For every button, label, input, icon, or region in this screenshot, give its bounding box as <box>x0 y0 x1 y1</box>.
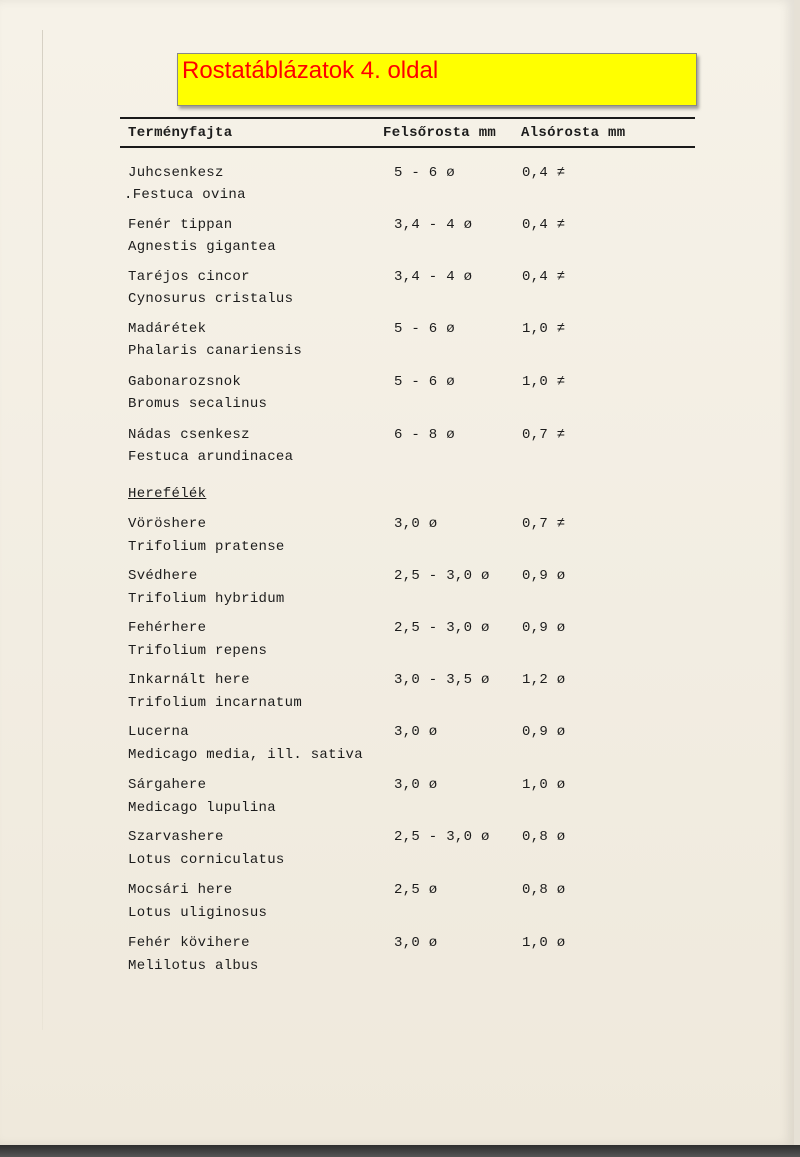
crop-latin-name: Medicago media, ill. sativa <box>128 747 363 763</box>
upper-sieve-value: 2,5 - 3,0 ø <box>394 620 490 636</box>
upper-sieve-value: 3,4 - 4 ø <box>394 269 473 285</box>
upper-sieve-value: 2,5 - 3,0 ø <box>394 568 490 584</box>
crop-latin-name: Trifolium incarnatum <box>128 695 303 711</box>
scan-bottom-edge <box>0 1145 800 1157</box>
crop-name: Sárgahere <box>128 777 207 793</box>
lower-sieve-value: 1,0 ø <box>522 935 566 951</box>
crop-latin-name: Trifolium pratense <box>128 539 285 555</box>
lower-sieve-value: 0,4 ≠ <box>522 165 566 181</box>
upper-sieve-value: 5 - 6 ø <box>394 374 455 390</box>
lower-sieve-value: 0,8 ø <box>522 882 566 898</box>
header-top-rule <box>120 117 695 119</box>
title-banner <box>177 53 697 106</box>
upper-sieve-value: 2,5 - 3,0 ø <box>394 829 490 845</box>
section-heading-clovers: Herefélék <box>128 486 207 502</box>
page-title: Rostatáblázatok 4. oldal <box>182 57 439 84</box>
upper-sieve-value: 3,0 - 3,5 ø <box>394 672 490 688</box>
crop-latin-name: Lotus corniculatus <box>128 852 285 868</box>
lower-sieve-value: 1,0 ≠ <box>522 321 566 337</box>
lower-sieve-value: 1,0 ≠ <box>522 374 566 390</box>
column-header-upper-sieve: Felsőrosta mm <box>383 125 497 141</box>
crop-name: Svédhere <box>128 568 198 584</box>
upper-sieve-value: 5 - 6 ø <box>394 165 455 181</box>
crop-name: Fenér tippan <box>128 217 233 233</box>
crop-latin-name: .Festuca ovina <box>124 187 246 203</box>
crop-name: Mocsári here <box>128 882 233 898</box>
crop-name: Szarvashere <box>128 829 224 845</box>
lower-sieve-value: 0,8 ø <box>522 829 566 845</box>
crop-name: Juhcsenkesz <box>128 165 224 181</box>
upper-sieve-value: 3,0 ø <box>394 516 438 532</box>
crop-name: Inkarnált here <box>128 672 250 688</box>
upper-sieve-value: 2,5 ø <box>394 882 438 898</box>
upper-sieve-value: 5 - 6 ø <box>394 321 455 337</box>
crop-latin-name: Trifolium hybridum <box>128 591 285 607</box>
lower-sieve-value: 0,9 ø <box>522 620 566 636</box>
paper-fold-line <box>42 30 43 1030</box>
header-bottom-rule <box>120 146 695 148</box>
crop-name: Madárétek <box>128 321 207 337</box>
upper-sieve-value: 3,0 ø <box>394 724 438 740</box>
crop-name: Lucerna <box>128 724 189 740</box>
crop-latin-name: Medicago lupulina <box>128 800 276 816</box>
crop-name: Fehér kövihere <box>128 935 250 951</box>
crop-latin-name: Bromus secalinus <box>128 396 268 412</box>
crop-latin-name: Festuca arundinacea <box>128 449 294 465</box>
lower-sieve-value: 0,9 ø <box>522 724 566 740</box>
upper-sieve-value: 3,0 ø <box>394 777 438 793</box>
upper-sieve-value: 3,4 - 4 ø <box>394 217 473 233</box>
crop-latin-name: Lotus uliginosus <box>128 905 268 921</box>
lower-sieve-value: 0,9 ø <box>522 568 566 584</box>
crop-latin-name: Agnestis gigantea <box>128 239 276 255</box>
crop-name: Taréjos cincor <box>128 269 250 285</box>
page-right-edge <box>794 0 800 1145</box>
crop-latin-name: Phalaris canariensis <box>128 343 303 359</box>
lower-sieve-value: 0,4 ≠ <box>522 269 566 285</box>
column-header-lower-sieve: Alsórosta mm <box>521 125 626 141</box>
crop-name: Nádas csenkesz <box>128 427 250 443</box>
lower-sieve-value: 1,2 ø <box>522 672 566 688</box>
lower-sieve-value: 0,7 ≠ <box>522 516 566 532</box>
crop-name: Fehérhere <box>128 620 207 636</box>
crop-latin-name: Melilotus albus <box>128 958 259 974</box>
crop-name: Vöröshere <box>128 516 207 532</box>
column-header-crop: Terményfajta <box>128 125 233 141</box>
upper-sieve-value: 6 - 8 ø <box>394 427 455 443</box>
lower-sieve-value: 1,0 ø <box>522 777 566 793</box>
lower-sieve-value: 0,4 ≠ <box>522 217 566 233</box>
crop-latin-name: Cynosurus cristalus <box>128 291 294 307</box>
crop-latin-name: Trifolium repens <box>128 643 268 659</box>
upper-sieve-value: 3,0 ø <box>394 935 438 951</box>
crop-name: Gabonarozsnok <box>128 374 242 390</box>
lower-sieve-value: 0,7 ≠ <box>522 427 566 443</box>
